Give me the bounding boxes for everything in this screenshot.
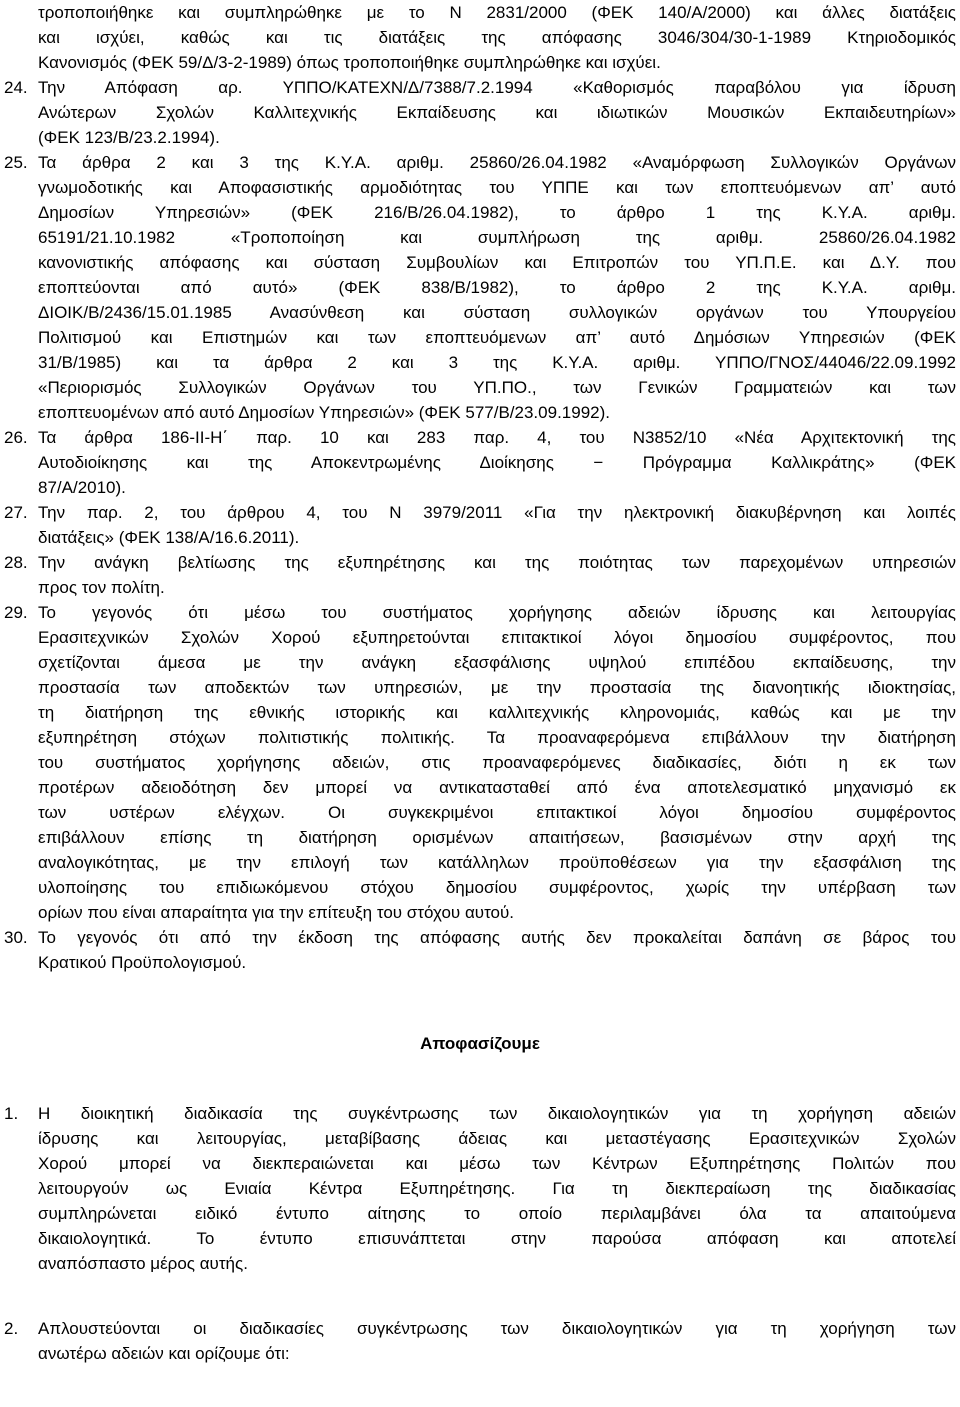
- item-line: υλοποίησης του επιδιωκόμενου στόχου δημοσίου συμφέροντος, χωρίς την υπέρβαση των: [38, 878, 956, 897]
- item-line: Το γεγονός ότι από την έκδοση της απόφασης αυτής δεν προκαλείται δαπάνη σε βάρος του: [38, 928, 956, 947]
- paragraph-line: τροποποιήθηκε και συμπληρώθηκε με το Ν 2831/2000 (ΦΕΚ 140/Α/2000) και άλλες διατάξεις: [38, 3, 956, 22]
- item-line: εποπτεύονται από αυτό» (ΦΕΚ 838/Β/1982), το άρθρο 2 της Κ.Υ.Α. αριθμ.: [38, 278, 956, 297]
- item-line: Τα άρθρα 186-ΙΙ-Η΄ παρ. 10 και 283 παρ. 4, του Ν3852/10 «Νέα Αρχιτεκτονική της: [38, 428, 956, 447]
- item-line: εξυπηρέτηση στόχων πολιτιστικής πολιτικής. Τα προαναφερόμενα επιβάλλουν την διατήρηση: [38, 728, 956, 747]
- item-line: Ερασιτεχνικών Σχολών Χορού εξυπηρετούνται επιτακτικοί λόγοι δημοσίου συμφέροντος, που: [38, 628, 956, 647]
- item-number: 28.: [4, 553, 28, 572]
- item-line: Την Απόφαση αρ. ΥΠΠΟ/ΚΑΤΕΧΝ/Δ/7388/7.2.1994 «Καθορισμός παραβόλου για ίδρυση: [38, 78, 956, 97]
- item-number: 25.: [4, 153, 28, 172]
- item-line: Την παρ. 2, του άρθρου 4, του Ν 3979/2011 «Για την ηλεκτρονική διακυβέρνηση και λοιπές: [38, 503, 956, 522]
- item-line: των υστέρων ελέγχων. Οι συγκεκριμένοι επιτακτικοί λόγοι δημοσίου συμφέροντος: [38, 803, 956, 822]
- item-line: ορίων που είναι απαραίτητα για την επίτευξη του στόχου αυτού.: [38, 903, 515, 922]
- item-line: Δημοσίων Υπηρεσιών» (ΦΕΚ 216/Β/26.04.1982), το άρθρο 1 της Κ.Υ.Α. αριθμ.: [38, 203, 956, 222]
- item-line: 87/Α/2010).: [38, 478, 126, 497]
- decision-line: ίδρυσης και λειτουργίας, μεταβίβασης άδειας και μεταστέγασης Ερασιτεχνικών Σχολών: [38, 1129, 956, 1148]
- paragraph-line: Κανονισμός (ΦΕΚ 59/Δ/3-2-1989) όπως τροποποιήθηκε συμπληρώθηκε και ισχύει.: [38, 53, 661, 72]
- item-number: 30.: [4, 928, 28, 947]
- decision-number: 2.: [4, 1319, 19, 1338]
- item-number: 27.: [4, 503, 28, 522]
- item-number: 24.: [4, 78, 28, 97]
- decision-line: συμπληρώνεται ειδικό έντυπο αίτησης το οποίο περιλαμβάνει όλα τα απαιτούμενα: [38, 1204, 956, 1223]
- paragraph-line: και ισχύει, καθώς και τις διατάξεις της απόφασης 3046/304/30-1-1989 Κτηριοδομικός: [38, 28, 956, 47]
- item-line: Κρατικού Προϋπολογισμού.: [38, 953, 247, 972]
- item-number: 26.: [4, 428, 28, 447]
- item-line: «Περιορισμός Συλλογικών Οργάνων του ΥΠ.ΠΟ., των Γενικών Γραμματειών και των: [38, 378, 956, 397]
- item-line: σχετίζονται άμεσα με την ανάγκη εξασφάλισης υψηλού επιπέδου εκπαίδευσης, την: [38, 653, 956, 672]
- item-line: προστασία των αποδεκτών των υπηρεσιών, με την προστασία της διανοητικής ιδιοκτησίας,: [38, 678, 956, 697]
- item-line: εποπτευομένων από αυτό Δημοσίων Υπηρεσιών» (ΦΕΚ 577/Β/23.09.1992).: [38, 403, 610, 422]
- item-line: τη διατήρηση της εθνικής ιστορικής και καλλιτεχνικής κληρονομιάς, καθώς και με την: [38, 703, 956, 722]
- item-line: γνωμοδοτικής και Αποφασιστικής αρμοδιότητας του ΥΠΠΕ και των εποπτευόμενων απ’ αυτό: [38, 178, 956, 197]
- decision-line: λειτουργούν ως Ενιαία Κέντρα Εξυπηρέτησης. Για τη διεκπεραίωση της διαδικασίας: [38, 1179, 956, 1198]
- item-line: 65191/21.10.1982 «Τροποποίηση και συμπλήρωση της αριθμ. 25860/26.04.1982: [38, 228, 956, 247]
- item-line: Την ανάγκη βελτίωσης της εξυπηρέτησης και της ποιότητας των παρεχομένων υπηρεσιών: [38, 553, 956, 572]
- item-line: αναλογικότητας, με την επιλογή των κατάλληλων προϋποθέσεων για την εξασφάλιση της: [38, 853, 956, 872]
- item-line: του συστήματος χορήγησης αδειών, στις προαναφερόμενες διαδικασίες, διότι η εκ των: [38, 753, 956, 772]
- decision-line: Η διοικητική διαδικασία της συγκέντρωσης των δικαιολογητικών για τη χορήγηση αδειών: [38, 1104, 956, 1123]
- item-line: ΔΙΟΙΚ/Β/2436/15.01.1985 Ανασύνθεση και σύσταση συλλογικών οργάνων του Υπουργείου: [38, 303, 956, 322]
- item-line: διατάξεις» (ΦΕΚ 138/Α/16.6.2011).: [38, 528, 300, 547]
- decision-line: Απλουστεύονται οι διαδικασίες συγκέντρωσης των δικαιολογητικών για τη χορήγηση των: [38, 1319, 956, 1338]
- item-number: 29.: [4, 603, 28, 622]
- item-line: 31/Β/1985) και τα άρθρα 2 και 3 της Κ.Υ.Α. αριθμ. ΥΠΠΟ/ΓΝΟΣ/44046/22.09.1992: [38, 353, 956, 372]
- item-line: επιβάλλουν επίσης τη διατήρηση ορισμένων απαιτήσεων, βασισμένων στην αρχή της: [38, 828, 956, 847]
- item-line: Αυτοδιοίκησης και της Αποκεντρωμένης Διοίκησης − Πρόγραμμα Καλλικράτης» (ΦΕΚ: [38, 453, 956, 472]
- item-line: Ανώτερων Σχολών Καλλιτεχνικής Εκπαίδευσης και ιδιωτικών Μουσικών Εκπαιδευτηρίων»: [38, 103, 956, 122]
- item-line: Τα άρθρα 2 και 3 της Κ.Υ.Α. αριθμ. 25860/26.04.1982 «Αναμόρφωση Συλλογικών Οργάνων: [38, 153, 956, 172]
- item-line: προς τον πολίτη.: [38, 578, 165, 597]
- item-line: Πολιτισμού και Επιστημών και των εποπτευόμενων απ’ αυτό Δημόσιων Υπηρεσιών (ΦΕΚ: [38, 328, 956, 347]
- item-line: Το γεγονός ότι μέσω του συστήματος χορήγησης αδειών ίδρυσης και λειτουργίας: [38, 603, 956, 622]
- section-heading: Αποφασίζουμε: [420, 1034, 540, 1053]
- decision-number: 1.: [4, 1104, 19, 1123]
- item-line: κανονιστικής απόφασης και σύσταση Συμβουλίων και Επιτροπών του ΥΠ.Π.Ε. και Δ.Υ. που: [38, 253, 956, 272]
- decision-line: Χορού μπορεί να διεκπεραιώνεται και μέσω των Κέντρων Εξυπηρέτησης Πολιτών που: [38, 1154, 956, 1173]
- decision-line: ανωτέρω αδειών και ορίζουμε ότι:: [38, 1344, 290, 1363]
- decision-line: αναπόσπαστο μέρος αυτής.: [38, 1254, 248, 1273]
- item-line: προτέρων αδειοδότηση δεν μπορεί να αντικατασταθεί από ένα αποτελεσματικό μηχανισμό εκ: [38, 778, 956, 797]
- item-line: (ΦΕΚ 123/Β/23.2.1994).: [38, 128, 220, 147]
- decision-line: δικαιολογητικά. Το έντυπο επισυνάπτεται στην παρούσα απόφαση και αποτελεί: [38, 1229, 956, 1248]
